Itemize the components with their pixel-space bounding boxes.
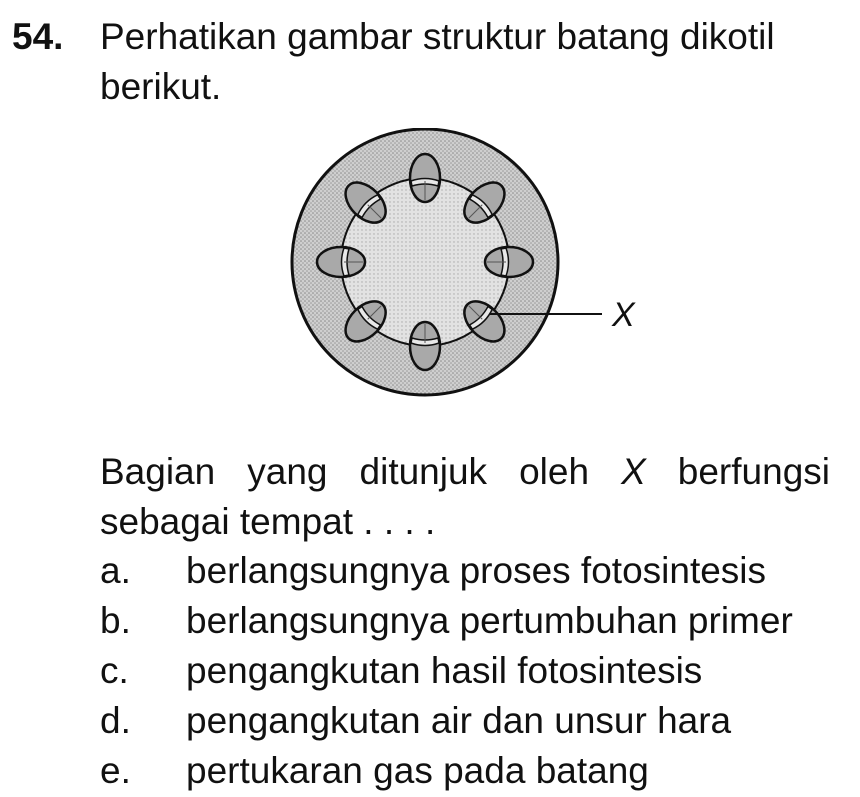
stem-line-2: sebagai tempat . . . . xyxy=(100,501,436,542)
stem-word-1: Bagian xyxy=(100,451,216,492)
option-text: berlangsungnya proses fotosintesis xyxy=(186,550,767,591)
option-letter: c. xyxy=(100,650,129,691)
stem-word-5: berfungsi xyxy=(677,451,830,492)
answer-options xyxy=(100,546,840,796)
question-number: 54. xyxy=(12,16,64,57)
stem-word-3: ditunjuk xyxy=(359,451,488,492)
vascular-bundle xyxy=(410,154,440,202)
option-text: pengangkutan air dan unsur hara xyxy=(186,700,732,741)
vascular-bundle xyxy=(317,247,365,277)
label-x: X xyxy=(612,296,635,334)
option-c[interactable] xyxy=(100,646,840,696)
question-prompt xyxy=(100,12,840,112)
stem-word-2: yang xyxy=(247,451,328,492)
option-text: pengangkutan hasil fotosintesis xyxy=(186,650,703,691)
option-text: pertukaran gas pada batang xyxy=(186,750,649,791)
option-a[interactable] xyxy=(100,546,840,596)
option-text: berlangsungnya pertumbuhan primer xyxy=(186,600,793,641)
stem-line-1 xyxy=(100,447,830,497)
option-letter: d. xyxy=(100,700,131,741)
stem-marker-x: X xyxy=(621,451,646,492)
vascular-bundle xyxy=(485,247,533,277)
question-stem xyxy=(100,447,830,547)
vascular-bundle xyxy=(410,322,440,370)
option-b[interactable] xyxy=(100,596,840,646)
option-letter: b. xyxy=(100,600,131,641)
option-letter: e. xyxy=(100,750,131,791)
option-letter: a. xyxy=(100,550,131,591)
option-e[interactable] xyxy=(100,746,840,796)
prompt-line-2: berikut. xyxy=(100,66,222,107)
stem-word-4: oleh xyxy=(519,451,590,492)
dicot-stem-diagram xyxy=(280,128,640,398)
option-d[interactable] xyxy=(100,696,840,746)
prompt-line-1: Perhatikan gambar struktur batang dikotil xyxy=(100,16,775,57)
